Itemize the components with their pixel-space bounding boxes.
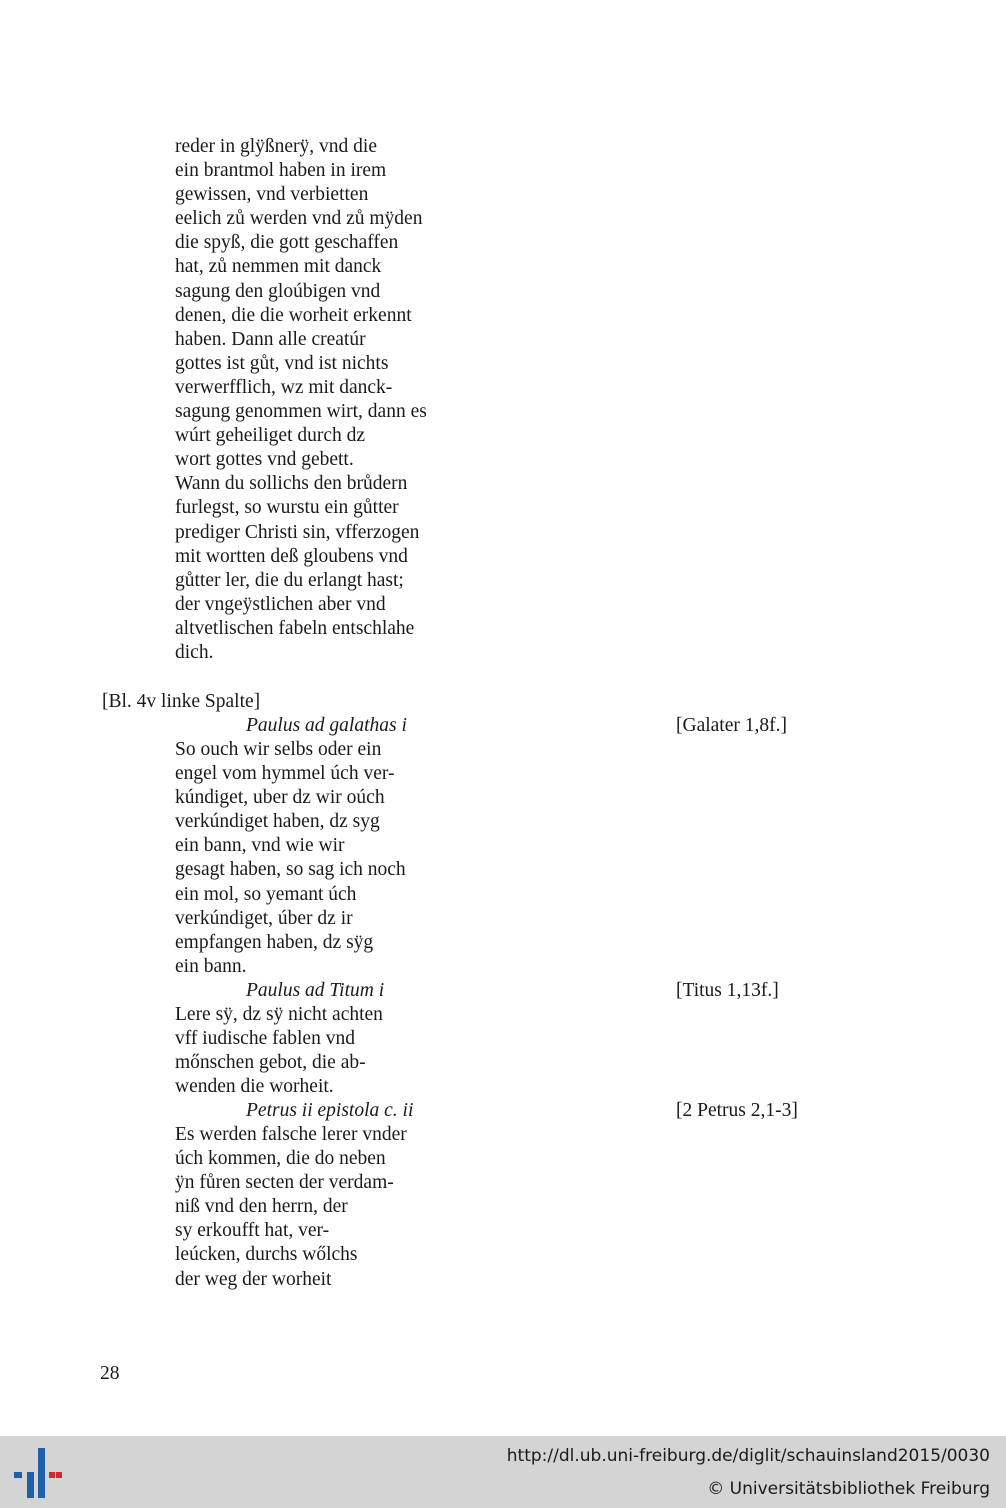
text-line: wort gottes vnd gebett.	[175, 449, 354, 471]
text-line: sagung genommen wirt, dann es	[175, 401, 427, 423]
bible-reference: [Titus 1,13f.]	[676, 980, 779, 1001]
text-line: engel vom hymmel úch ver-	[175, 763, 395, 785]
text-line: furlegst, so wurstu ein gůtter	[175, 497, 399, 519]
section-text	[175, 738, 406, 979]
text-line: sagung den gloúbigen vnd	[175, 280, 381, 302]
text-line: mit wortten deß gloubens vnd	[175, 545, 408, 567]
text-line: ein brantmol haben in irem	[175, 160, 387, 182]
text-line: wenden die worheit.	[175, 1076, 334, 1098]
copyright-notice: © Universitätsbibliothek Freiburg	[707, 1479, 990, 1499]
text-line: wúrt geheiliget durch dz	[175, 425, 366, 447]
text-line: eelich zů werden vnd zů mÿden	[175, 208, 423, 230]
text-line: haben. Dann alle creatúr	[175, 328, 366, 350]
text-line: verkúndiget haben, dz syg	[175, 811, 380, 833]
section-heading: Paulus ad Titum i	[246, 980, 385, 1001]
section-text	[175, 1003, 383, 1099]
ub-freiburg-logo-icon	[14, 1448, 64, 1498]
section-text	[175, 1123, 407, 1292]
text-line: gesagt haben, so sag ich noch	[175, 859, 406, 881]
text-line: gottes ist gůt, vnd ist nichts	[175, 352, 389, 374]
text-line: der weg der worheit	[175, 1268, 332, 1290]
text-line: mőnschen gebot, die ab-	[175, 1052, 366, 1074]
text-line: Es werden falsche lerer vnder	[175, 1124, 407, 1145]
bible-reference: [Galater 1,8f.]	[676, 715, 787, 736]
text-line: ein mol, so yemant úch	[175, 883, 357, 905]
bible-reference: [2 Petrus 2,1-3]	[676, 1100, 798, 1121]
text-line: ein bann, vnd wie wir	[175, 835, 345, 857]
column-note: [Bl. 4v linke Spalte]	[102, 691, 261, 712]
text-line: sy erkoufft hat, ver-	[175, 1220, 330, 1242]
text-line: verkúndiget, úber dz ir	[175, 907, 353, 929]
text-line: So ouch wir selbs oder ein	[175, 739, 382, 760]
section-heading: Paulus ad galathas i	[246, 715, 407, 736]
text-line: hat, zů nemmen mit danck	[175, 256, 382, 278]
footer-bar	[0, 1436, 1006, 1508]
text-line: altvetlischen fabeln entschlahe	[175, 617, 415, 639]
text-line: leúcken, durchs wőlchs	[175, 1244, 358, 1266]
text-line: gůtter ler, die du erlangt hast;	[175, 569, 404, 591]
text-line: vff iudische fablen vnd	[175, 1028, 355, 1050]
text-line: denen, die die worheit erkennt	[175, 304, 412, 326]
text-line: empfangen haben, dz sÿg	[175, 931, 374, 953]
text-line: kúndiget, uber dz wir oúch	[175, 787, 385, 809]
text-line: úch kommen, die do neben	[175, 1148, 386, 1170]
text-line: reder in glÿßnerÿ, vnd die	[175, 136, 377, 157]
text-line: Lere sÿ, dz sÿ nicht achten	[175, 1004, 383, 1025]
text-line: gewissen, vnd verbietten	[175, 184, 369, 206]
text-line: dich.	[175, 641, 214, 663]
text-line: ÿn fůren secten der verdam-	[175, 1172, 394, 1194]
text-line: ein bann.	[175, 955, 247, 977]
section-heading: Petrus ii epistola c. ii	[246, 1100, 414, 1121]
text-line: der vngeÿstlichen aber vnd	[175, 593, 386, 615]
text-line: Wann du sollichs den brůdern	[175, 473, 408, 495]
text-block-1	[175, 135, 427, 665]
text-line: verwerfflich, wz mit danck-	[175, 376, 393, 398]
page-number: 28	[100, 1363, 120, 1384]
document-url[interactable]: http://dl.ub.uni-freiburg.de/diglit/schauinsland2015/0030	[506, 1446, 990, 1466]
text-line: niß vnd den herrn, der	[175, 1196, 348, 1218]
text-line: die spyß, die gott geschaffen	[175, 232, 399, 254]
text-line: prediger Christi sin, vfferzogen	[175, 521, 420, 543]
